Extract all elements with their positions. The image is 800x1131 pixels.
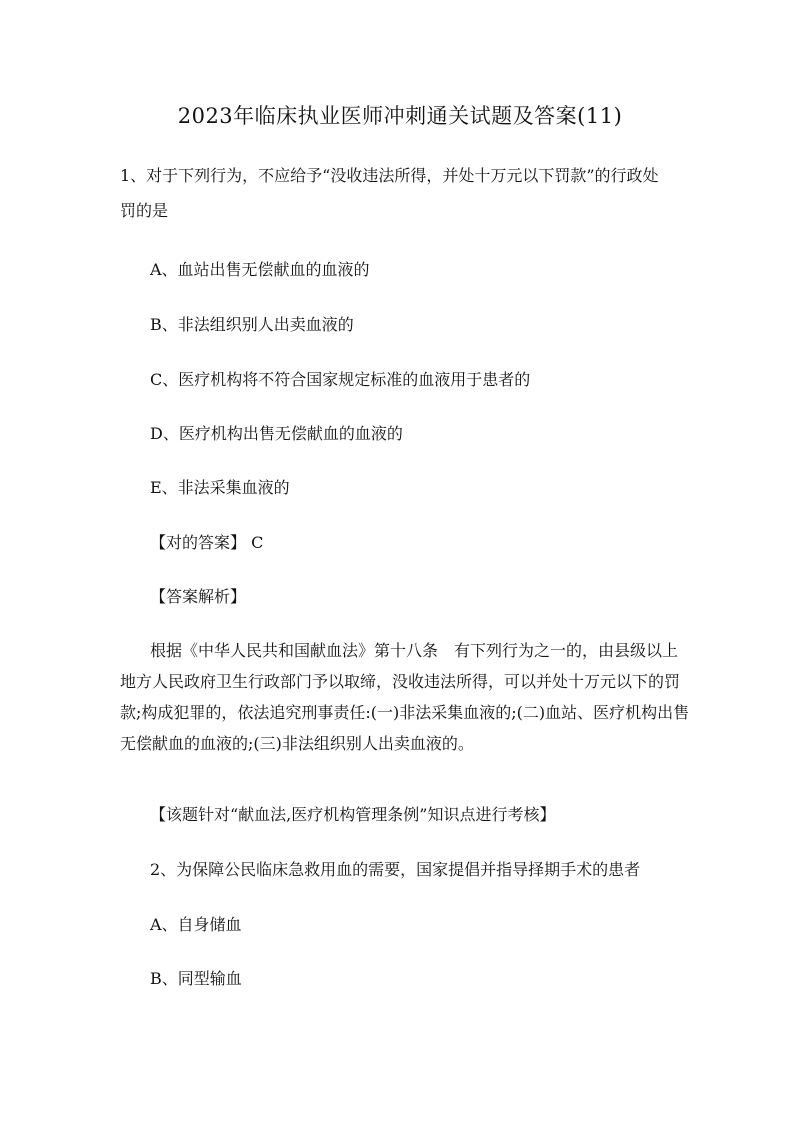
q1-option-c: C、医疗机构将不符合国家规定标准的血液用于患者的 bbox=[150, 370, 531, 389]
q1-option-b: B、非法组织别人出卖血液的 bbox=[150, 315, 354, 334]
q1-option-d: D、医疗机构出售无偿献血的血液的 bbox=[150, 424, 403, 443]
q1-option-e: E、非法采集血液的 bbox=[150, 478, 290, 497]
q2-option-a: A、自身储血 bbox=[150, 915, 242, 934]
q1-option-a: A、血站出售无偿献血的血液的 bbox=[150, 260, 370, 279]
question-2-text: 2、为保障公民临床急救用血的需要，国家提倡并指导择期手术的患者 bbox=[150, 860, 641, 879]
question-1-text-cont: 罚的是 bbox=[120, 201, 169, 220]
q1-analysis-text: 根据《中华人民共和国献血法》第十八条 有下列行为之一的，由县级以上地方人民政府卫生行政部门予以取缔，没收违法所得，可以并处十万元以下的罚款;构成犯罪的，依法追究刑事责任:(一)非法采集血液的;(二)血站、医疗机构出售无偿献血的血液的;(三)非法组织别人出卖血液的。 bbox=[120, 641, 690, 753]
q1-answer: 【对的答案】 C bbox=[150, 533, 264, 552]
q2-option-b: B、同型输血 bbox=[150, 969, 242, 988]
q1-analysis-label: 【答案解析】 bbox=[150, 587, 247, 606]
page-title: 2023年临床执业医师冲刺通关试题及答案(11) bbox=[177, 104, 623, 128]
q1-topic-note: 【该题针对“献血法,医疗机构管理条例”知识点进行考核】 bbox=[150, 805, 556, 824]
question-1-text: 1、对于下列行为，不应给予“没收违法所得，并处十万元以下罚款”的行政处 bbox=[120, 166, 659, 185]
